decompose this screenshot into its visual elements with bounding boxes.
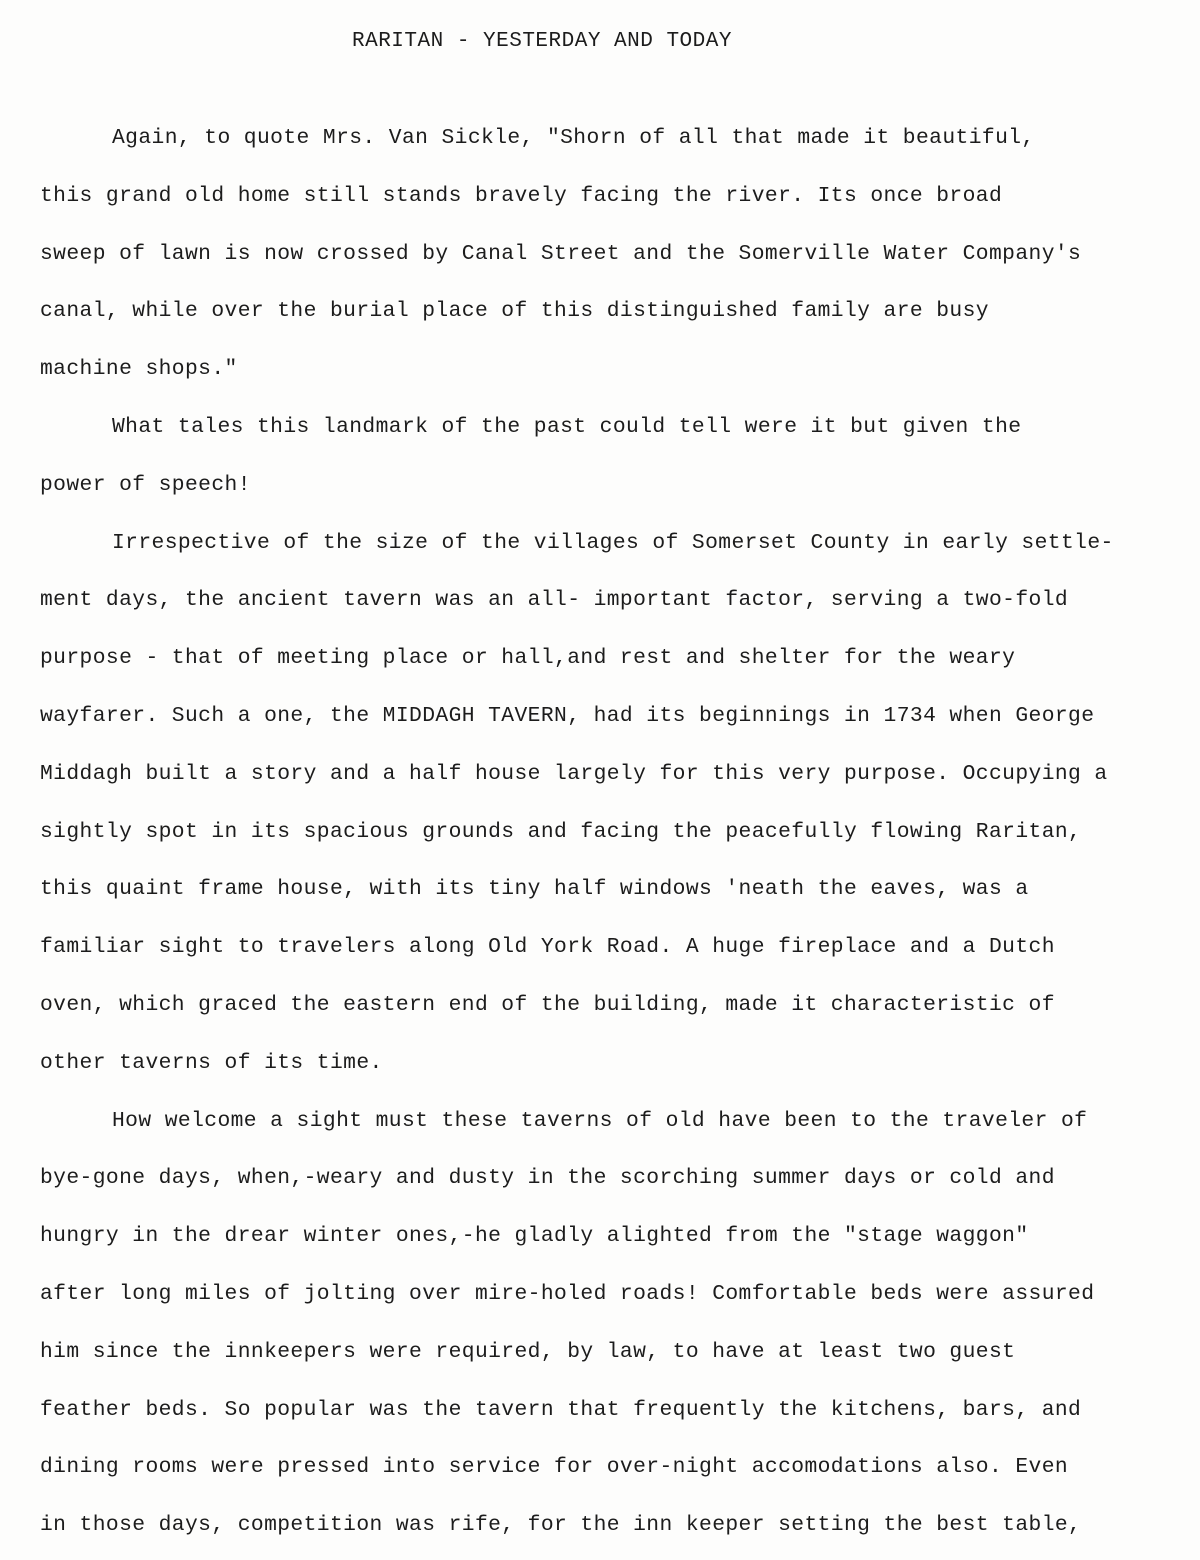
- text-line: Middagh built a story and a half house largely for this very purpose. Occupying a: [40, 761, 1108, 786]
- text-line: in those days, competition was rife, for the inn keeper setting the best table,: [40, 1513, 1082, 1538]
- text-line: ment days, the ancient tavern was an all- important factor, serving a two-fold: [40, 588, 1069, 613]
- paragraph-2: [40, 399, 1185, 515]
- page-title: RARITAN - YESTERDAY AND TODAY: [352, 30, 732, 53]
- text-line: purpose - that of meeting place or hall,and rest and shelter for the weary: [40, 646, 1016, 671]
- body-text: [40, 110, 1185, 1555]
- text-line: What tales this landmark of the past could tell were it but given the: [112, 414, 1022, 439]
- text-line: canal, while over the burial place of this distinguished family are busy: [40, 299, 989, 324]
- text-line: wayfarer. Such a one, the MIDDAGH TAVERN, had its beginnings in 1734 when George: [40, 703, 1095, 728]
- text-line: How welcome a sight must these taverns of old have been to the traveler of: [112, 1108, 1088, 1133]
- text-line: sightly spot in its spacious grounds and facing the peacefully flowing Raritan,: [40, 819, 1082, 844]
- text-line: feather beds. So popular was the tavern that frequently the kitchens, bars, and: [40, 1397, 1082, 1422]
- text-line: after long miles of jolting over mire-holed roads! Comfortable beds were assured: [40, 1281, 1095, 1306]
- text-line: power of speech!: [40, 472, 251, 497]
- text-line: sweep of lawn is now crossed by Canal Street and the Somerville Water Company's: [40, 241, 1082, 266]
- text-line: machine shops.": [40, 357, 238, 382]
- text-line: familiar sight to travelers along Old York Road. A huge fireplace and a Dutch: [40, 935, 1055, 960]
- text-line: other taverns of its time.: [40, 1050, 383, 1075]
- text-line: this quaint frame house, with its tiny half windows 'neath the eaves, was a: [40, 877, 1029, 902]
- text-line: Irrespective of the size of the villages of Somerset County in early settle-: [112, 530, 1114, 555]
- text-line: dining rooms were pressed into service for over-night accomodations also. Even: [40, 1455, 1069, 1480]
- paragraph-4: [40, 1093, 1185, 1555]
- text-line: oven, which graced the eastern end of the building, made it characteristic of: [40, 992, 1055, 1017]
- text-line: bye-gone days, when,-weary and dusty in the scorching summer days or cold and: [40, 1166, 1055, 1191]
- text-line: him since the innkeepers were required, by law, to have at least two guest: [40, 1339, 1016, 1364]
- paragraph-3: [40, 515, 1185, 1093]
- paragraph-1: [40, 110, 1185, 399]
- text-line: this grand old home still stands bravely facing the river. Its once broad: [40, 183, 1003, 208]
- text-line: hungry in the drear winter ones,-he gladly alighted from the "stage waggon": [40, 1224, 1029, 1249]
- text-line: Again, to quote Mrs. Van Sickle, "Shorn of all that made it beautiful,: [112, 126, 1035, 150]
